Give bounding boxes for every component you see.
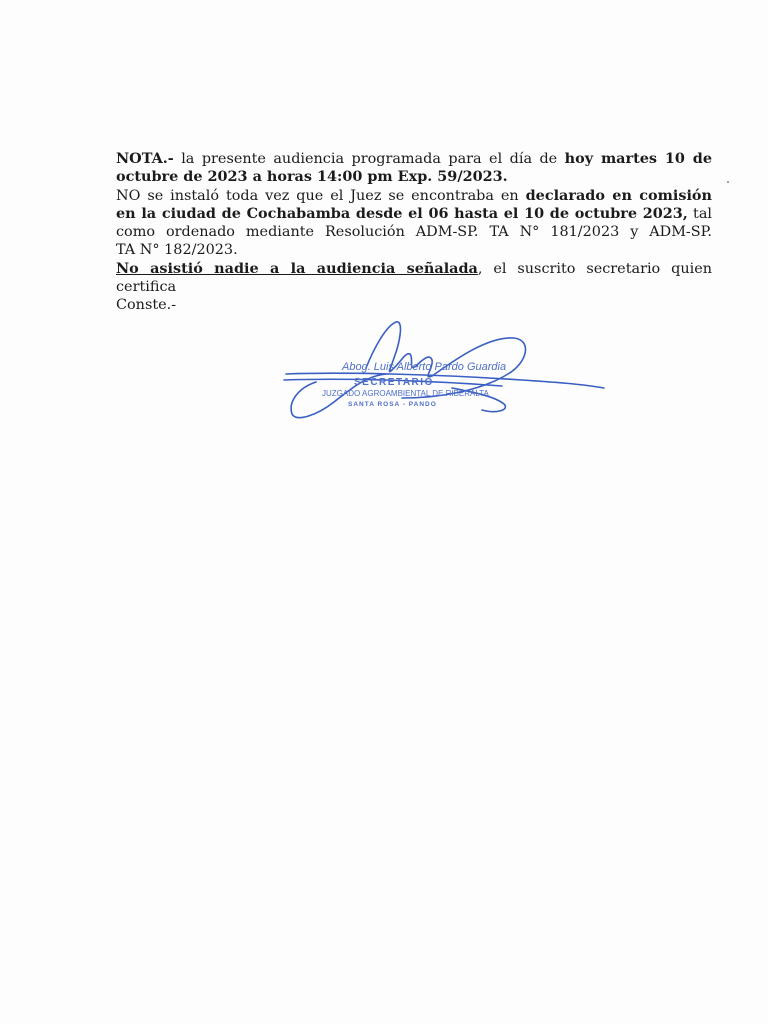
signature-stamp	[282, 318, 612, 428]
stamp-court: JUZGADO AGROAMBIENTAL DE RIBERALTA	[322, 389, 489, 398]
note-body	[116, 150, 712, 315]
note-line-4	[116, 205, 712, 223]
scan-speck	[727, 181, 729, 183]
stamp-name: Abog. Luis Alberto Pardo Guardia	[342, 361, 507, 373]
note-line-6	[116, 241, 712, 259]
signature-svg	[282, 318, 612, 428]
note-commission-detail: en la ciudad de Cochabamba desde el 06 hasta el 10 de octubre 2023,	[116, 204, 688, 222]
stamp-title: SECRETARIO	[354, 377, 434, 388]
note-line-8	[116, 278, 712, 296]
note-text: la presente audiencia programada para el día de	[173, 151, 565, 167]
note-line-3	[116, 187, 712, 205]
note-absence: No asistió nadie a la audiencia señalada	[116, 259, 478, 277]
note-line-7	[116, 260, 712, 278]
note-date-time: octubre de 2023 a horas 14:00 pm Exp. 59/2023.	[116, 168, 508, 186]
note-certify: certifica	[116, 279, 177, 296]
note-line-1	[116, 150, 712, 168]
note-text: NO se instaló toda vez que el Juez se encontraba en	[116, 187, 526, 204]
note-text: , el suscrito secretario quien	[477, 260, 712, 277]
note-conste: Conste.-	[116, 297, 177, 314]
note-text: tal	[687, 205, 712, 222]
note-resolution: como ordenado mediante Resolución ADM-SP. TA N° 181/2023 y ADM-SP.	[116, 224, 712, 241]
note-commission: declarado en comisión	[525, 186, 712, 204]
note-line-9	[116, 296, 712, 314]
note-date-start: hoy martes 10 de	[564, 150, 712, 167]
note-label: NOTA.-	[116, 150, 174, 167]
note-resolution-end: TA N° 182/2023.	[116, 242, 238, 259]
note-line-2	[116, 168, 712, 186]
stamp-place: SANTA ROSA - PANDO	[348, 401, 437, 408]
note-line-5	[116, 223, 712, 241]
